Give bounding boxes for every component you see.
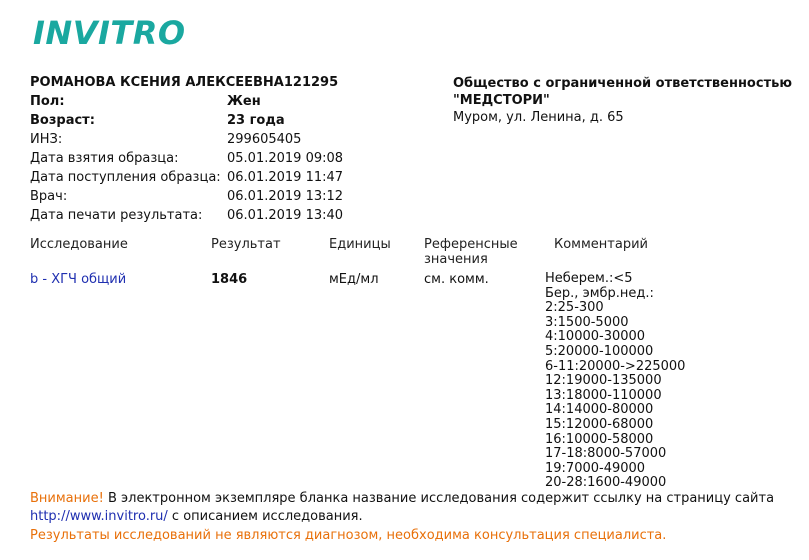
comment-line: Неберем.:<5 — [545, 271, 633, 286]
print-date-label: Дата печати результата: — [30, 208, 203, 223]
invitro-site-link[interactable]: http://www.invitro.ru/ — [30, 509, 168, 524]
warning-text: В электронном экземпляре бланка название исследования содержит ссылку на страницу сайта — [103, 491, 775, 506]
comment-line: 4:10000-30000 — [545, 329, 646, 345]
header-result: Результат — [211, 237, 281, 252]
warning-tail: с описанием исследования. — [167, 509, 363, 524]
test-name-link[interactable]: b - ХГЧ общий — [30, 272, 127, 287]
comment-line: 12:19000-135000 — [545, 373, 662, 389]
test-result: 1846 — [211, 272, 248, 287]
header-test: Исследование — [30, 237, 128, 252]
comment-line: 5:20000-100000 — [545, 343, 654, 359]
age-label: Возраст: — [30, 113, 95, 128]
header-units: Единицы — [329, 237, 391, 252]
sex-value: Жен — [227, 94, 261, 109]
comment-line: Бер., эмбр.нед.: — [545, 285, 654, 301]
doctor-value: 06.01.2019 13:12 — [227, 189, 344, 204]
comment-line: 20-28:1600-49000 — [545, 475, 667, 491]
sample-received-value: 06.01.2019 11:47 — [227, 170, 344, 185]
sample-taken-label: Дата взятия образца: — [30, 151, 179, 166]
organization-address: Муром, ул. Ленина, д. 65 — [453, 110, 624, 125]
doctor-label: Врач: — [30, 189, 68, 204]
comment-line: 14:14000-80000 — [545, 402, 654, 418]
comment-line: 6-11:20000->225000 — [545, 358, 686, 374]
age-value: 23 года — [227, 113, 285, 128]
comment-line: 19:7000-49000 — [545, 460, 646, 476]
header-reference: Референсные значения — [424, 237, 518, 267]
test-units: мЕд/мл — [329, 272, 379, 287]
sample-received-label: Дата поступления образца: — [30, 170, 221, 185]
inz-value: 299605405 — [227, 132, 302, 147]
comment-line: 17-18:8000-57000 — [545, 446, 667, 462]
invitro-logo: INVITRO — [33, 14, 186, 52]
warning-note — [30, 490, 800, 526]
print-date-value: 06.01.2019 13:40 — [227, 208, 344, 223]
disclaimer-text: Результаты исследований не являются диагнозом, необходима консультация специалиста. — [30, 528, 667, 543]
test-comment-list — [545, 272, 685, 491]
header-comment: Комментарий — [554, 237, 648, 252]
sample-taken-value: 05.01.2019 09:08 — [227, 151, 344, 166]
warning-word: Внимание! — [30, 491, 104, 506]
comment-line: 13:18000-110000 — [545, 387, 662, 403]
sex-label: Пол: — [30, 94, 65, 109]
organization-name: Общество с ограниченной ответственностью "МЕДСТОРИ" — [453, 76, 792, 108]
comment-line: 2:25-300 — [545, 300, 604, 316]
comment-line: 16:10000-58000 — [545, 431, 654, 447]
test-reference: см. комм. — [424, 272, 489, 287]
comment-line: 3:1500-5000 — [545, 314, 629, 330]
inz-label: ИНЗ: — [30, 132, 63, 147]
patient-name: РОМАНОВА КСЕНИЯ АЛЕКСЕЕВНА121295 — [30, 75, 339, 90]
comment-line: 15:12000-68000 — [545, 416, 654, 432]
